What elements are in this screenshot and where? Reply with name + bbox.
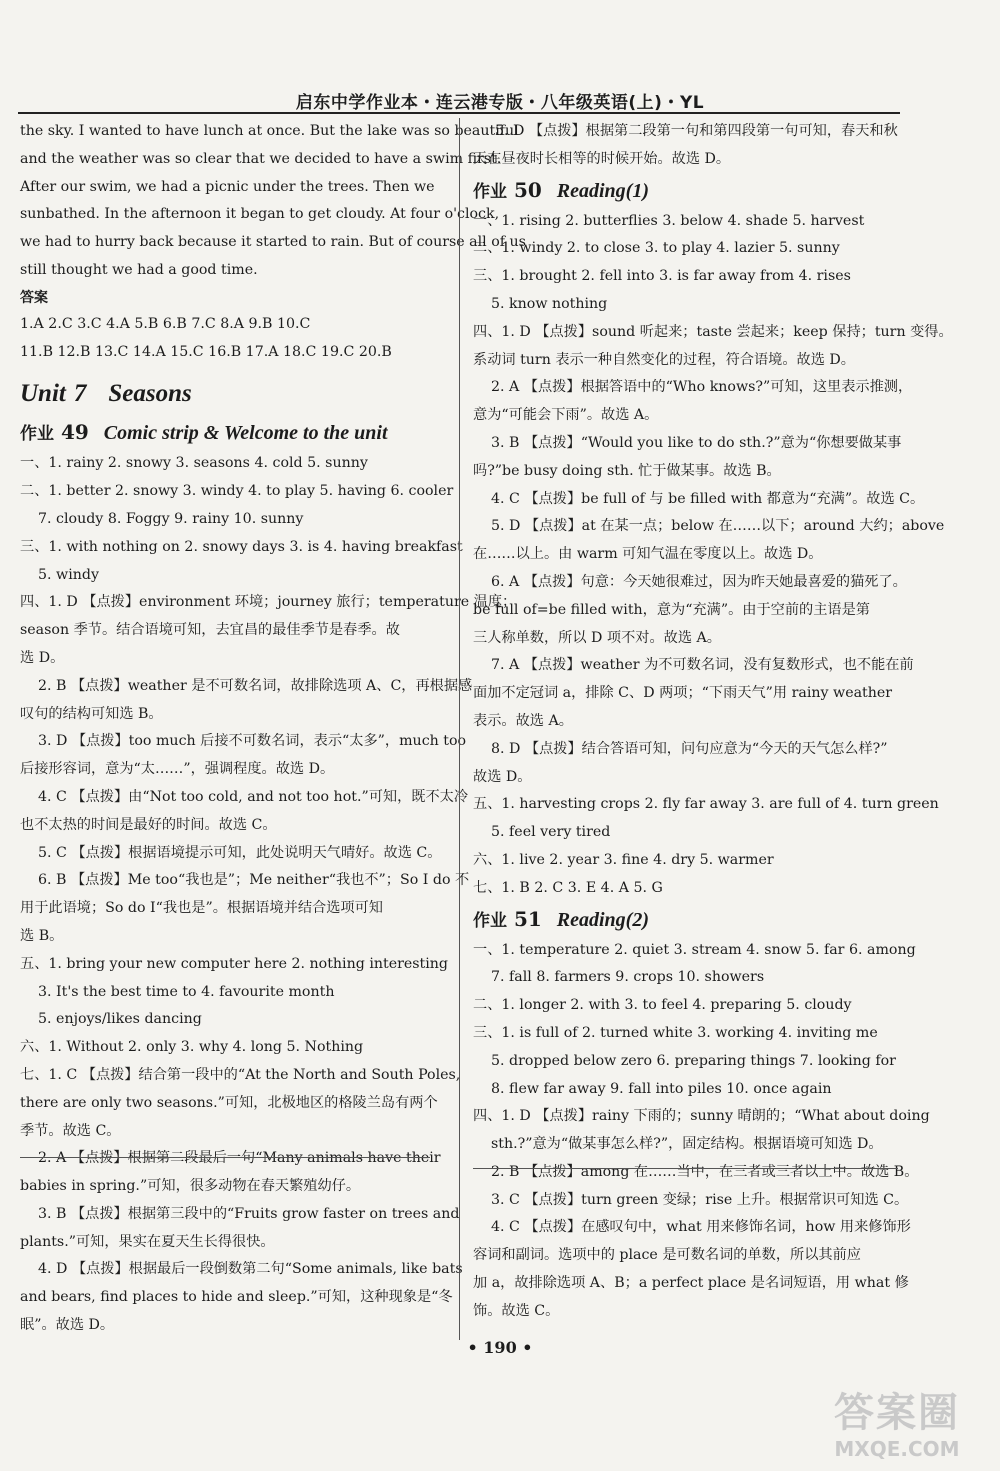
text-line: season 季节。结合语境可知，去宜昌的最佳季节是春季。故 [20, 622, 400, 639]
homework-50-title [473, 174, 898, 208]
text-line: 五、1. harvesting crops 2. fly far away 3. are full of 4. turn green [473, 796, 939, 813]
text-line: 2. B 【点拨】weather 是不可数名词，故排除选项 A、C，再根据感 [38, 677, 473, 694]
text-line: 7. A 【点拨】weather 为不可数名词，没有复数形式，也不能在前 [491, 657, 914, 674]
unit-name: Seasons [108, 380, 192, 408]
text-line: 一、1. temperature 2. quiet 3. stream 4. snow 5. far 6. among [473, 941, 916, 958]
unit-label: Unit [20, 380, 66, 408]
header-rule [18, 112, 900, 114]
homework-name: Reading(2) [556, 908, 649, 931]
text-line: 三、1. with nothing on 2. snowy days 3. is 4. having breakfast [20, 538, 463, 555]
text-line: 4. C 【点拨】由“Not too cold, and not too hot.”可知，既不太冷 [38, 788, 469, 805]
text-line: 故选 D。 [473, 768, 532, 785]
text-line: 6. B 【点拨】Me too“我也是”；Me neither“我也不”；So I do 不 [38, 872, 470, 889]
text-line: 七、1. C 【点拨】结合第一段中的“At the North and South Poles, [20, 1066, 461, 1083]
text-line: 7. cloudy 8. Foggy 9. rainy 10. sunny [38, 510, 304, 527]
text-line: 5. D 【点拨】at 在某一点；below 在……以下；around 大约；above [491, 518, 945, 535]
left-rule [20, 1157, 430, 1158]
text-line: 吗?”be busy doing sth. 忙于做某事。故选 B。 [473, 462, 781, 479]
text-line: 3. C 【点拨】turn green 变绿；rise 上升。根据常识可知选 C。 [491, 1191, 909, 1208]
text-line: 系动词 turn 表示一种自然变化的过程，符合语境。故选 D。 [473, 351, 855, 368]
text-line: 用于此语境；So do I“我也是”。根据语境并结合选项可知 [20, 900, 383, 917]
text-line: 5. feel very tired [491, 824, 611, 841]
text-line: 选 B。 [20, 927, 64, 944]
text-line: 6. A 【点拨】句意：今天她很难过，因为昨天她最喜爱的猫死了。 [491, 573, 907, 590]
text-line: 四、1. D 【点拨】environment 环境；journey 旅行；temperature 温度； [20, 594, 517, 611]
text-line: 二、1. better 2. snowy 3. windy 4. to play 5. having 6. cooler [20, 483, 454, 500]
text-line: After our swim, we had a picnic under the trees. Then we [20, 178, 435, 195]
text-line: 眠”。故选 D。 [20, 1317, 115, 1334]
text-line: 六、1. live 2. year 3. fine 4. dry 5. warmer [473, 851, 774, 868]
watermark-text: 答案圈 [834, 1390, 960, 1436]
homework-name: Reading(1) [556, 179, 649, 202]
text-line: 2. B 【点拨】among 在……当中，在三者或三者以上中。故选 B。 [491, 1163, 919, 1180]
text-line: sunbathed. In the afternoon it began to get cloudy. At four o'clock, [20, 206, 500, 223]
text-line: and bears, find places to hide and sleep.”可知，这种现象是“冬 [20, 1289, 453, 1306]
right-rule [473, 1168, 898, 1169]
text-line: 天在昼夜时长相等的时候开始。故选 D。 [473, 150, 731, 167]
text-line: 在……以上。由 warm 可知气温在零度以上。故选 D。 [473, 546, 823, 563]
text-line: 二、1. windy 2. to close 3. to play 4. lazier 5. sunny [473, 240, 840, 257]
homework-51-title [473, 903, 898, 937]
text-line: we had to hurry back because it started to rain. But of course all of us [20, 234, 526, 251]
watermark-logo [812, 1388, 982, 1468]
text-line: still thought we had a good time. [20, 261, 258, 278]
text-line: and the weather was so clear that we decided to have a swim first. [20, 150, 502, 167]
text-line: 叹句的结构可知选 B。 [20, 705, 163, 722]
text-line: sth.?”意为“做某事怎么样?”，固定结构。根据语境可知选 D。 [491, 1136, 883, 1153]
text-line: 季节。故选 C。 [20, 1122, 121, 1139]
text-line: 8. D 【点拨】结合答语可知，问句应意为“今天的天气怎么样?” [491, 740, 888, 757]
text-line: 5. enjoys/likes dancing [38, 1011, 202, 1028]
text-line: 5. know nothing [491, 295, 608, 312]
homework-number: 49 [60, 420, 89, 445]
text-line: 二、1. longer 2. with 3. to feel 4. preparing 5. cloudy [473, 997, 852, 1014]
unit-number: 7 [73, 380, 87, 408]
homework-name: Comic strip & Welcome to the unit [103, 422, 388, 445]
text-line: there are only two seasons.”可知，北极地区的格陵兰岛有两个 [20, 1094, 438, 1111]
text-line: babies in spring.”可知，很多动物在春天繁殖幼仔。 [20, 1178, 361, 1195]
text-line: 4. D 【点拨】根据最后一段倒数第二句“Some animals, like bats [38, 1261, 463, 1278]
text-line: 三、1. brought 2. fell into 3. is far away from 4. rises [473, 268, 851, 285]
text-line: 面加不定冠词 a，排除 C、D 两项；“下雨天气”用 rainy weather [473, 685, 893, 702]
unit-title [20, 372, 447, 416]
right-column [473, 118, 953, 1326]
text-line: 2. A 【点拨】根据答语中的“Who knows?”可知，这里表示推测， [491, 379, 913, 396]
text-line: 5. dropped below zero 6. preparing things 7. looking for [491, 1052, 896, 1069]
text-line: 意为“可能会下雨”。故选 A。 [473, 407, 659, 424]
text-line: 五、1. bring your new computer here 2. nothing interesting [20, 955, 449, 972]
text-line: 表示。故选 A。 [473, 712, 573, 729]
text-line: the sky. I wanted to have lunch at once. But the lake was so beautiful [20, 123, 519, 139]
text-line: 饰。故选 C。 [473, 1302, 560, 1319]
homework-label: 作业 [473, 910, 507, 931]
page-number: • 190 • [467, 1338, 533, 1357]
column-divider [459, 118, 460, 1340]
text-line: 后接形容词，意为“太……”，强调程度。故选 D。 [20, 761, 335, 778]
text-line: 4. C 【点拨】在感叹句中，what 用来修饰名词，how 用来修饰形 [491, 1219, 911, 1236]
answer-heading: 答案 [20, 289, 48, 306]
homework-label: 作业 [473, 181, 507, 202]
text-line: 三、1. is full of 2. turned white 3. working 4. inviting me [473, 1024, 878, 1041]
text-line: 四、1. D 【点拨】rainy 下雨的；sunny 晴朗的；“What about doing [473, 1108, 930, 1125]
text-line: 一、1. rising 2. butterflies 3. below 4. shade 5. harvest [473, 212, 865, 229]
text-line: 8. flew far away 9. fall into piles 10. once again [491, 1080, 832, 1097]
text-line: 三人称单数，所以 D 项不对。故选 A。 [473, 629, 721, 646]
text-line: 容词和副词。选项中的 place 是可数名词的单数，所以其前应 [473, 1247, 861, 1264]
text-line: 5. windy [38, 566, 99, 583]
text-line: 六、1. Without 2. only 3. why 4. long 5. Nothing [20, 1039, 364, 1056]
running-header: 启东中学作业本・连云港专版・八年级英语(上)・YL [295, 93, 705, 113]
homework-49-title [20, 416, 447, 450]
text-line: 4. C 【点拨】be full of 与 be filled with 都意为“充满”。故选 C。 [491, 490, 925, 507]
homework-number: 51 [513, 906, 542, 931]
text-line: 3. B 【点拨】“Would you like to do sth.?”意为“你想要做某事 [491, 434, 902, 451]
text-line: 七、1. B 2. C 3. E 4. A 5. G [473, 879, 663, 896]
text-line: 2. A 【点拨】根据第二段最后一句“Many animals have their [38, 1150, 441, 1167]
homework-label: 作业 [20, 424, 54, 445]
text-line: 5. D 【点拨】根据第二段第一句和第四段第一句可知，春天和秋 [495, 123, 898, 139]
text-line: plants.”可知，果实在夏天生长得很快。 [20, 1233, 275, 1250]
text-line: 3. D 【点拨】too much 后接不可数名词，表示“太多”，much too [38, 733, 467, 750]
homework-number: 50 [513, 177, 542, 202]
watermark-url: MXQE.COM [834, 1437, 960, 1461]
text-line: be full of=be filled with，意为“充满”。由于空前的主语是第 [473, 601, 870, 618]
text-line: 5. C 【点拨】根据语境提示可知，此处说明天气晴好。故选 C。 [38, 844, 442, 861]
homework-51-answers [473, 937, 930, 1326]
text-line: 加 a，故排除选项 A、B；a perfect place 是名词短语，用 what 修 [473, 1275, 909, 1292]
text-line: 3. B 【点拨】根据第三段中的“Fruits grow faster on trees and [38, 1205, 460, 1222]
text-line: 选 D。 [20, 649, 65, 666]
answer-line: 1.A 2.C 3.C 4.A 5.B 6.B 7.C 8.A 9.B 10.C [20, 315, 311, 332]
text-line: 也不太热的时间是最好的时间。故选 C。 [20, 816, 277, 833]
text-line: 一、1. rainy 2. snowy 3. seasons 4. cold 5. sunny [20, 455, 368, 472]
answer-line: 11.B 12.B 13.C 14.A 15.C 16.B 17.A 18.C 19.C 20.B [20, 343, 392, 360]
text-line: 3. It's the best time to 4. favourite month [38, 983, 335, 1000]
homework-50-answers [473, 208, 953, 903]
text-line: 四、1. D 【点拨】sound 听起来；taste 尝起来；keep 保持；turn 变得。 [473, 323, 953, 340]
text-line: 7. fall 8. farmers 9. crops 10. showers [491, 969, 765, 986]
